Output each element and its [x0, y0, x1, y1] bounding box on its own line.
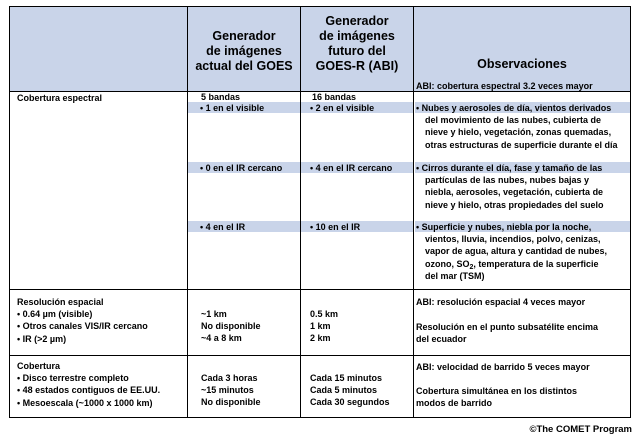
spectral-obs-nearir: • Cirros durante el día, fase y tamaño de las partículas de las nubes, nubes bajas y niebla, aerosoles, vegetación, cubierta de nieve y hielo, otras propiedades del suelo — [416, 163, 604, 210]
spectral-future-bands: 16 bandas — [312, 92, 357, 102]
coverage-current: Cada 3 horas ~15 minutos No disponible — [201, 373, 261, 408]
spatial-abi-note: ABI: resolución espacial 4 veces mayor — [416, 297, 586, 307]
coverage-abi-note: ABI: velocidad de barrido 5 veces mayor — [416, 362, 590, 372]
spatial-future: 0.5 km 1 km 2 km — [310, 309, 339, 344]
coverage-section: Cobertura • Disco terrestre completo • 48 estados contiguos de EE.UU. • Mesoescala (~1000 x 1000 km) — [17, 361, 161, 408]
comparison-table — [9, 6, 631, 418]
spectral-current-visible: • 1 en el visible — [200, 103, 265, 113]
spectral-future-ir: • 10 en el IR — [310, 222, 361, 232]
spectral-future-nearir: • 4 en el IR cercano — [310, 163, 393, 173]
spectral-future-visible: • 2 en el visible — [310, 103, 375, 113]
header-future-goes-r: Generador de imágenes futuro del GOES-R (ABI) — [315, 14, 399, 73]
spatial-current: ~1 km No disponible ~4 a 8 km — [201, 309, 261, 344]
copyright-credit: ©The COMET Program — [529, 424, 632, 435]
spectral-obs-visible: • Nubes y aerosoles de día, vientos derivados del movimiento de las nubes, cubierta de nieve y hielo, vegetación, zonas quemadas, otras estructuras de superficie durante el día — [416, 103, 618, 150]
spectral-abi-note: ABI: cobertura espectral 3.2 veces mayor — [416, 81, 593, 91]
spectral-label: Cobertura espectral — [17, 93, 103, 103]
spectral-current-bands: 5 bandas — [201, 92, 241, 102]
spectral-obs-ir: • Superficie y nubes, niebla por la noche, vientos, lluvia, incendios, polvo, cenizas, vapor de agua, altura y cantidad de nubes, ozono, $SO_2$, temperatura de la superficie del mar (TSM) — [416, 222, 608, 281]
spatial-section: Resolución espacial • 0.64 µm (visible) • Otros canales VIS/IR cercano • IR (>2 µm) — [17, 297, 148, 344]
spatial-subsatellite-note: Resolución en el punto subsatélite encima del ecuador — [416, 322, 599, 345]
header-current-goes: Generador de imágenes actual del GOES — [195, 29, 293, 73]
spectral-current-ir: • 4 en el IR — [200, 222, 246, 232]
spectral-current-nearir: • 0 en el IR cercano — [200, 163, 283, 173]
header-observations: Observaciones — [477, 57, 567, 71]
coverage-simultaneous-note: Cobertura simultánea en los distintos modos de barrido — [416, 386, 578, 409]
coverage-future: Cada 15 minutos Cada 5 minutos Cada 30 segundos — [310, 373, 390, 408]
